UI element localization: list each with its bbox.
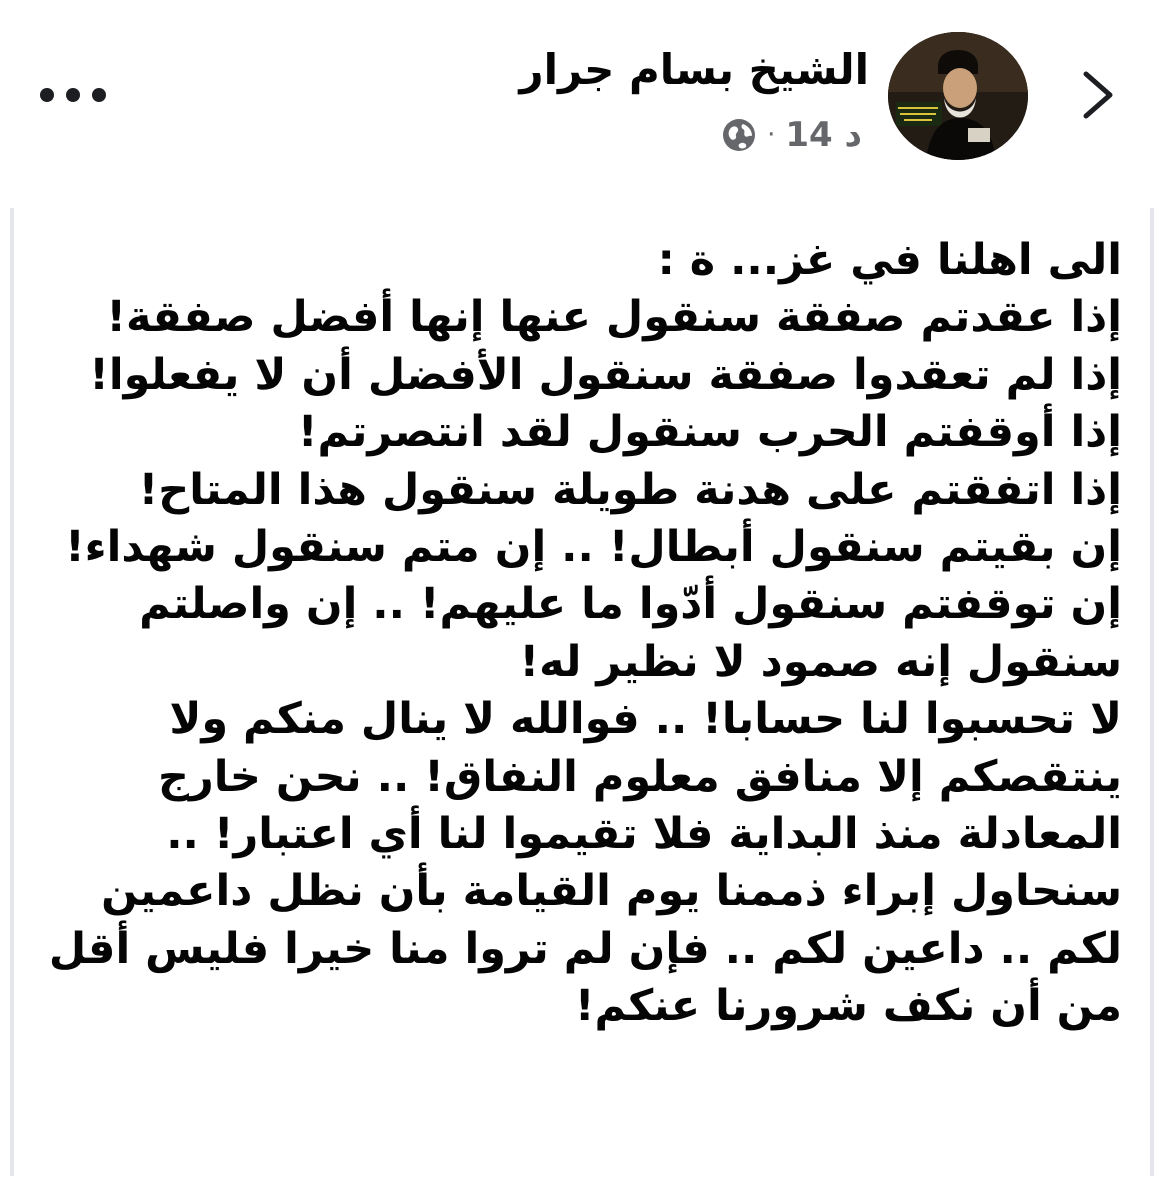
- back-button[interactable]: [1062, 60, 1132, 130]
- post-text: [2, 232, 1122, 1036]
- more-dot: [66, 88, 80, 102]
- more-dot: [92, 88, 106, 102]
- post-header: [0, 0, 1162, 190]
- post-line: لا تحسبوا لنا حسابا! .. فوالله لا ينال منكم ولا: [169, 694, 1122, 745]
- globe-icon[interactable]: [721, 117, 757, 153]
- post-line: إذا لم تعقدوا صفقة سنقول الأفضل أن لا يفعلوا!: [89, 349, 1122, 400]
- post-line: سنحاول إبراء ذممنا يوم القيامة بأن نظل داعمين: [101, 866, 1122, 917]
- avatar-photo: [888, 32, 1028, 160]
- post-line: إذا اتفقتم على هدنة طويلة سنقول هذا المتاح!: [138, 464, 1122, 515]
- post-line: لكم .. داعين لكم .. فإن لم تروا منا خيرا فليس أقل: [48, 923, 1122, 974]
- post-line: من أن نكف شرورنا عنكم!: [574, 981, 1122, 1032]
- meta-separator: ·: [767, 120, 776, 150]
- post-line: إن توقفتم سنقول أدّوا ما عليهم! .. إن واصلتم: [139, 579, 1122, 630]
- post-line: الى اهلنا في غز... ة :: [657, 235, 1122, 285]
- more-options-button[interactable]: [40, 80, 106, 110]
- post-line: ينتقصكم إلا منافق معلوم النفاق! .. نحن خارج: [158, 751, 1122, 802]
- post-line: سنقول إنه صمود لا نظير له!: [519, 636, 1122, 687]
- post-time[interactable]: 14 د: [785, 115, 862, 155]
- post-line: إن بقيتم سنقول أبطال! .. إن متم سنقول شهداء!: [65, 522, 1122, 573]
- post-meta: [721, 110, 862, 160]
- author-name[interactable]: الشيخ بسام جرار: [519, 45, 869, 94]
- more-dot: [40, 88, 54, 102]
- post-line: إذا أوقفتم الحرب سنقول لقد انتصرتم!: [297, 407, 1122, 458]
- author-avatar[interactable]: [888, 32, 1028, 160]
- post-line: المعادلة منذ البداية فلا تقيموا لنا أي اعتبار! ..: [166, 809, 1122, 860]
- chevron-right-icon: [1062, 60, 1132, 130]
- post-line: إذا عقدتم صفقة سنقول عنها إنها أفضل صفقة!: [106, 292, 1122, 343]
